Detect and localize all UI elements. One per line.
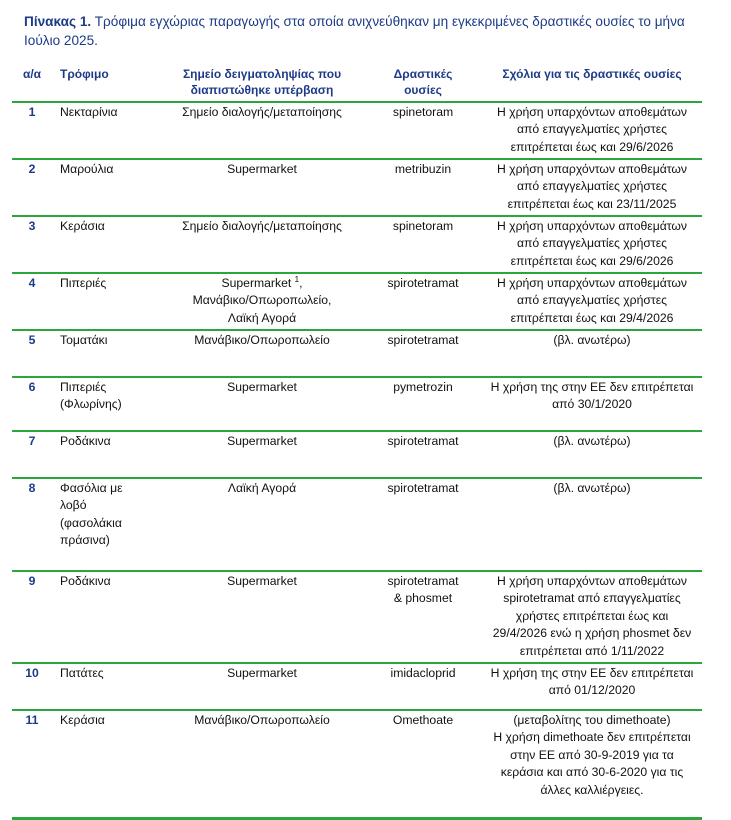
food-line-text: Ροδάκινα (60, 434, 111, 448)
food-line (60, 712, 157, 729)
substance-line-text: & phosmet (393, 591, 453, 606)
row-sampling-point (160, 273, 364, 330)
comment-line (485, 104, 699, 121)
food-line-text: Νεκταρίνια (60, 105, 118, 119)
comment-line-text: από επαγγελματίες χρήστες (516, 179, 668, 194)
comment-line (485, 332, 699, 349)
substance-line (367, 480, 479, 497)
comment-line (485, 178, 699, 195)
substance-line-text: spirotetramat (387, 481, 459, 495)
comment-line-text: Η χρήση υπαρχόντων αποθεμάτων (496, 276, 688, 290)
food-line-text: Κεράσια (60, 713, 105, 727)
comment-line (485, 121, 699, 138)
comment-line-text: (μεταβολίτης του dimethoate) (513, 713, 671, 727)
comment-line-text: (βλ. ανωτέρω) (553, 481, 631, 495)
comment-line (485, 218, 699, 235)
row-food (52, 710, 160, 818)
comment-line (485, 292, 699, 309)
comment-line-text: (βλ. ανωτέρω) (553, 333, 631, 347)
substance-line-text: spirotetramat (387, 276, 459, 290)
sampling-point-line (163, 332, 361, 349)
substance-line (367, 161, 479, 178)
food-line (60, 332, 157, 349)
substance-line (367, 104, 479, 121)
row-comment (482, 478, 702, 571)
table-row (12, 571, 702, 663)
comment-line (485, 433, 699, 450)
row-sampling-point (160, 710, 364, 818)
row-substance (364, 571, 482, 663)
substance-line-text: spinetoram (392, 219, 454, 233)
comment-line (485, 235, 699, 252)
sampling-point-line-text: Supermarket (227, 380, 297, 394)
row-index: 7 (12, 431, 52, 478)
table-row (12, 330, 702, 377)
comment-line-text: χρήστες επιτρέπεται έως και (515, 608, 669, 623)
comment-line (485, 682, 699, 699)
comment-line-text: επιτρέπεται έως και 29/6/2026 (510, 253, 674, 268)
comment-line (485, 643, 699, 660)
row-index: 10 (12, 663, 52, 710)
substance-line (367, 379, 479, 396)
row-food (52, 663, 160, 710)
header-sampling-point (160, 66, 364, 102)
comment-line-text: επιτρέπεται έως και 29/6/2026 (510, 139, 674, 154)
food-line (60, 104, 157, 121)
row-food (52, 273, 160, 330)
table-row (12, 663, 702, 710)
row-sampling-point (160, 377, 364, 431)
row-food (52, 330, 160, 377)
food-line (60, 161, 157, 178)
sampling-point-line (163, 573, 361, 590)
row-comment (482, 431, 702, 478)
sampling-point-line: Supermarket $^1$, (221, 274, 303, 290)
row-comment (482, 377, 702, 431)
comment-line (485, 253, 699, 270)
header-substances (364, 66, 482, 102)
sampling-point-line-text: Supermarket (221, 276, 292, 290)
row-index: 1 (12, 102, 52, 159)
sampling-point-line (163, 104, 361, 121)
comment-line-text: από 30/1/2020 (552, 397, 632, 412)
sampling-point-line-text: Σημείο διαλογής/μεταποίησης (182, 105, 342, 119)
header-comments: Σχόλια για τις δραστικές ουσίες (482, 66, 702, 102)
comment-line (485, 764, 699, 781)
row-index: 8 (12, 478, 52, 571)
table-row (12, 159, 702, 216)
substance-line (367, 573, 479, 590)
food-line (60, 275, 157, 292)
row-food (52, 377, 160, 431)
comment-line (485, 608, 699, 625)
substance-line (367, 218, 479, 235)
row-sampling-point (160, 159, 364, 216)
comment-line (485, 139, 699, 156)
comment-line (485, 729, 699, 746)
comment-line-text: 29/4/2026 ενώ η χρήση phosmet δεν (492, 626, 692, 641)
sampling-point-line-text: Λαϊκή Αγορά (227, 310, 297, 325)
table-row (12, 377, 702, 431)
comment-line (485, 747, 699, 764)
comment-line-text: άλλες καλλιέργειες. (540, 782, 644, 797)
comment-line-text: Η χρήση της στην ΕΕ δεν επιτρέπεται (490, 380, 694, 394)
food-line-text: Φασόλια με (60, 481, 123, 495)
row-index: 9 (12, 571, 52, 663)
row-sampling-point (160, 571, 364, 663)
comment-line-text: επιτρέπεται έως και 29/4/2026 (510, 310, 674, 325)
comment-line-text: επιτρέπεται έως και 23/11/2025 (507, 196, 677, 211)
comment-line (485, 590, 699, 607)
substance-line-text: spirotetramat (387, 434, 459, 448)
row-food (52, 159, 160, 216)
sampling-point-line (163, 161, 361, 178)
row-comment (482, 273, 702, 330)
sampling-point-line-text: Supermarket (227, 162, 297, 176)
header-sampling-point-line1: Σημείο δειγματοληψίας που (182, 67, 342, 81)
food-line-text: Ροδάκινα (60, 574, 111, 588)
row-substance (364, 431, 482, 478)
comment-line-text: (βλ. ανωτέρω) (553, 434, 631, 448)
food-line-text: Κεράσια (60, 219, 105, 233)
substance-line (367, 712, 479, 729)
comment-line-text: από επαγγελματίες χρήστες (516, 122, 668, 137)
row-sampling-point (160, 431, 364, 478)
row-comment (482, 330, 702, 377)
row-comment (482, 571, 702, 663)
sampling-point-line-text: Supermarket (227, 574, 297, 588)
substance-line (367, 332, 479, 349)
comment-line (485, 712, 699, 729)
food-line (60, 433, 157, 450)
food-line-text: Τοματάκι (60, 333, 108, 347)
sampling-point-line (163, 480, 361, 497)
table-row (12, 216, 702, 273)
comment-line (485, 161, 699, 178)
header-index: α/α (12, 66, 52, 102)
comment-line-text: Η χρήση υπαρχόντων αποθεμάτων (496, 162, 688, 176)
comment-line-text: επιτρέπεται από 1/11/2022 (519, 643, 665, 658)
row-sampling-point (160, 102, 364, 159)
sampling-point-line-text: Σημείο διαλογής/μεταποίησης (182, 219, 342, 233)
comment-line (485, 480, 699, 497)
residue-table (12, 66, 702, 820)
table-row (12, 710, 702, 818)
row-index: 5 (12, 330, 52, 377)
row-sampling-point (160, 663, 364, 710)
sampling-point-line (163, 665, 361, 682)
sampling-point-line-text: Λαϊκή Αγορά (227, 481, 297, 495)
food-line (60, 532, 157, 549)
substance-line-text: spirotetramat (387, 574, 459, 588)
food-line (60, 665, 157, 682)
table-body (12, 102, 702, 818)
row-sampling-point (160, 216, 364, 273)
comment-line (485, 573, 699, 590)
row-food (52, 431, 160, 478)
sampling-point-line (163, 292, 361, 309)
food-line (60, 218, 157, 235)
table-header-row (12, 66, 702, 102)
footnote-marker: 1 (294, 274, 300, 284)
food-line-text: Πιπεριές (60, 276, 107, 290)
header-sampling-point-line2: διαπιστώθηκε υπέρβαση (190, 83, 334, 97)
caption-label: Πίνακας 1. (24, 14, 92, 29)
substance-line-text: Omethoate (392, 713, 454, 727)
row-index: 2 (12, 159, 52, 216)
sampling-point-line-text: Μανάβικο/Οπωροπωλείο (194, 713, 330, 727)
substance-line-text: metribuzin (394, 162, 452, 176)
header-substances-line1: Δραστικές (393, 67, 453, 81)
table-caption (24, 12, 714, 50)
sampling-point-line-text: Μανάβικο/Οπωροπωλείο (194, 333, 330, 347)
row-substance (364, 330, 482, 377)
food-line (60, 396, 157, 413)
row-food (52, 102, 160, 159)
row-index: 11 (12, 710, 52, 818)
table-row (12, 102, 702, 159)
sampling-point-line (163, 379, 361, 396)
substance-line-text: imidacloprid (390, 666, 456, 680)
row-substance (364, 377, 482, 431)
row-comment (482, 710, 702, 818)
comment-line-text: Η χρήση της στην ΕΕ δεν επιτρέπεται (490, 666, 694, 680)
row-comment (482, 216, 702, 273)
comment-line-text: spirotetramat από επαγγελματίες (503, 591, 681, 606)
comment-line-text: Η χρήση υπαρχόντων αποθεμάτων (496, 105, 688, 119)
comment-line (485, 782, 699, 799)
table-row (12, 478, 702, 571)
row-substance (364, 159, 482, 216)
comment-line-text: Η χρήση υπαρχόντων αποθεμάτων (496, 574, 688, 588)
comment-line (485, 275, 699, 292)
substance-line-text: pymetrozin (393, 380, 453, 394)
sampling-point-line-text: Supermarket (227, 434, 297, 448)
sampling-point-line (163, 218, 361, 235)
caption-text: Τρόφιμα εγχώριας παραγωγής στα οποία ανιχνεύθηκαν μη εγκεκριμένες δραστικές ουσίες το μήνα Ιούλιο 2025. (24, 14, 685, 48)
food-line-text: λοβό (60, 498, 87, 513)
substance-line-text: spirotetramat (387, 333, 459, 347)
row-food (52, 478, 160, 571)
comment-line-text: από επαγγελματίες χρήστες (516, 236, 668, 251)
sampling-point-line (163, 712, 361, 729)
sampling-point-line (163, 433, 361, 450)
comment-line (485, 665, 699, 682)
table-row (12, 431, 702, 478)
table-row (12, 273, 702, 330)
food-line-text: Πιπεριές (60, 380, 107, 394)
row-substance (364, 478, 482, 571)
row-comment (482, 159, 702, 216)
row-food (52, 571, 160, 663)
food-line-text: πράσινα) (60, 533, 110, 548)
substance-line (367, 433, 479, 450)
substance-line (367, 665, 479, 682)
row-substance (364, 663, 482, 710)
row-sampling-point (160, 330, 364, 377)
comment-line-text: Η χρήση υπαρχόντων αποθεμάτων (496, 219, 688, 233)
food-line-text: Πατάτες (60, 666, 104, 680)
row-index: 3 (12, 216, 52, 273)
comment-line-text: Η χρήση dimethoate δεν επιτρέπεται (493, 730, 691, 745)
row-comment (482, 102, 702, 159)
sampling-point-line-text: Supermarket (227, 666, 297, 680)
row-substance (364, 273, 482, 330)
food-line (60, 515, 157, 532)
comment-line-text: από επαγγελματίες χρήστες (516, 293, 668, 308)
row-index: 6 (12, 377, 52, 431)
substance-line (367, 590, 479, 607)
comment-line (485, 310, 699, 327)
substance-line-text: spinetoram (392, 105, 454, 119)
comment-line-text: κεράσια και από 30-6-2020 για τις (500, 765, 684, 780)
comment-line (485, 196, 699, 213)
food-line (60, 480, 157, 497)
row-sampling-point (160, 478, 364, 571)
header-substances-line2: ουσίες (404, 83, 442, 97)
comment-line-text: από 01/12/2020 (548, 683, 636, 698)
row-substance (364, 102, 482, 159)
food-line (60, 573, 157, 590)
row-comment (482, 663, 702, 710)
food-line (60, 379, 157, 396)
sampling-point-line (163, 310, 361, 327)
food-line (60, 497, 157, 514)
row-index: 4 (12, 273, 52, 330)
row-food (52, 216, 160, 273)
comment-line (485, 396, 699, 413)
sampling-point-line-text: Μανάβικο/Οπωροπωλείο, (192, 293, 332, 308)
food-line-text: (φασολάκια (60, 515, 122, 530)
food-line-text: Μαρούλια (60, 162, 114, 176)
food-line-text: (Φλωρίνης) (60, 397, 122, 412)
row-substance (364, 710, 482, 818)
comment-line-text: στην ΕΕ από 30-9-2019 για τα (510, 747, 674, 762)
row-substance (364, 216, 482, 273)
comment-line (485, 625, 699, 642)
header-food: Τρόφιμο (52, 66, 160, 102)
comment-line (485, 379, 699, 396)
substance-line (367, 275, 479, 292)
